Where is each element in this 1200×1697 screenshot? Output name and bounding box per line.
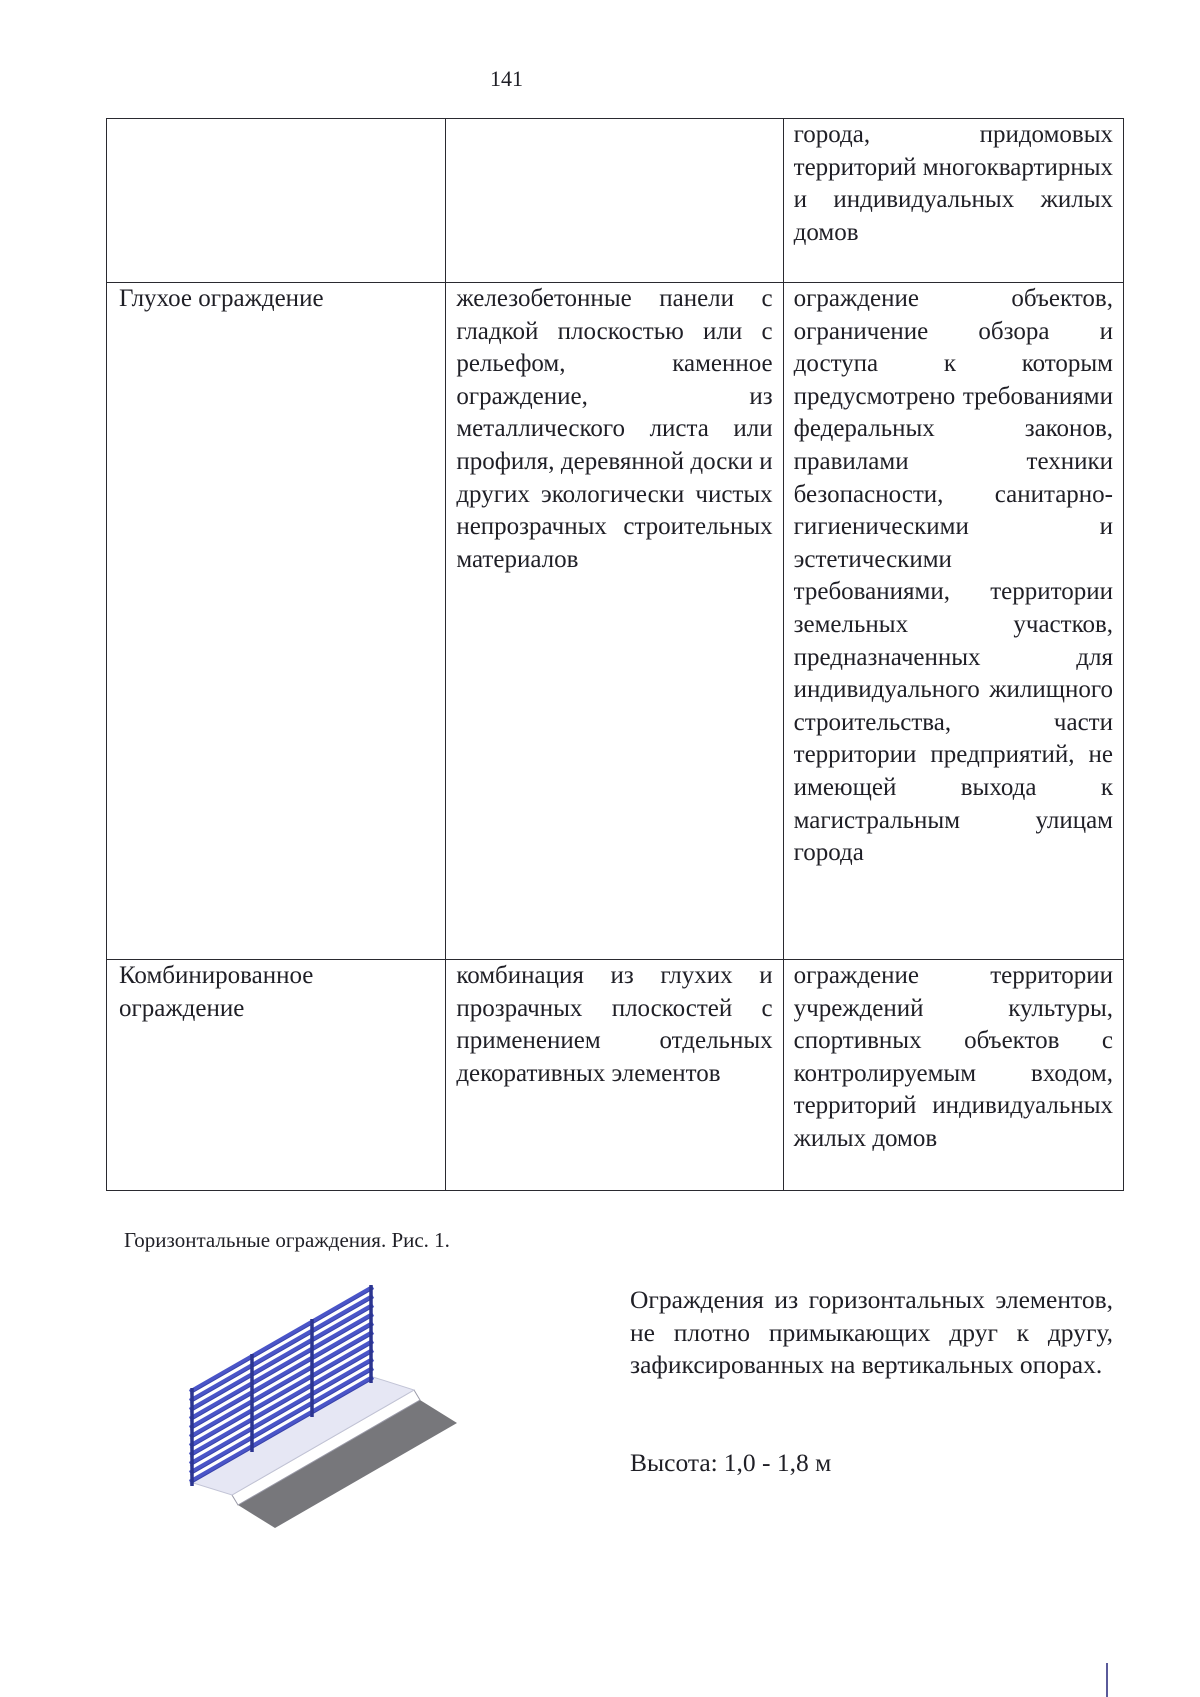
scan-edge-mark <box>1106 1663 1108 1697</box>
height-value: 1,0 - 1,8 м <box>723 1448 832 1477</box>
fence-height <box>630 1448 831 1478</box>
table-cell-materials: железобетонные панели с гладкой плоскостью или с рельефом, каменное ограждение, из металлического листа или профиля, деревянной доски и других экологически чистых непрозрачных строительных материалов <box>446 283 783 960</box>
table-row <box>107 283 1124 960</box>
table-cell-type <box>107 119 446 283</box>
table-row <box>107 119 1124 283</box>
figure-caption: Горизонтальные ограждения. Рис. 1. <box>124 1228 450 1252</box>
fence-types-table <box>106 118 1124 1191</box>
table-cell-materials <box>446 119 783 283</box>
table-cell-application: города, придомовых территорий многоквартирных и индивидуальных жилых домов <box>783 119 1123 283</box>
height-label: Высота: <box>630 1448 718 1477</box>
table-cell-application: ограждение объектов, ограничение обзора и доступа к которым предусмотрено требованиями федеральных законов, правилами техники безопасности, санитарно-гигиеническими и эстетическими требованиями, территории земельных участков, предназначенных для индивидуального жилищного строительства, части территории предприятий, не имеющей выхода к магистральным улицам города <box>783 283 1123 960</box>
page-number: 141 <box>490 66 523 91</box>
fence-description: Ограждения из горизонтальных элементов, не плотно примыкающих друг к другу, зафиксированных на вертикальных опорах. <box>630 1285 1113 1379</box>
table-cell-type: Глухое ограждение <box>107 283 446 960</box>
table-cell-type: Комбинированное ограждение <box>107 960 446 1191</box>
table-cell-application: ограждение территории учреждений культуры, спортивных объектов с контролируемым входом, территорий индивидуальных жилых домов <box>783 960 1123 1191</box>
table-row <box>107 960 1124 1191</box>
horizontal-fence-illustration <box>180 1282 470 1532</box>
table-cell-materials: комбинация из глухих и прозрачных плоскостей с применением отдельных декоративных элементов <box>446 960 783 1191</box>
